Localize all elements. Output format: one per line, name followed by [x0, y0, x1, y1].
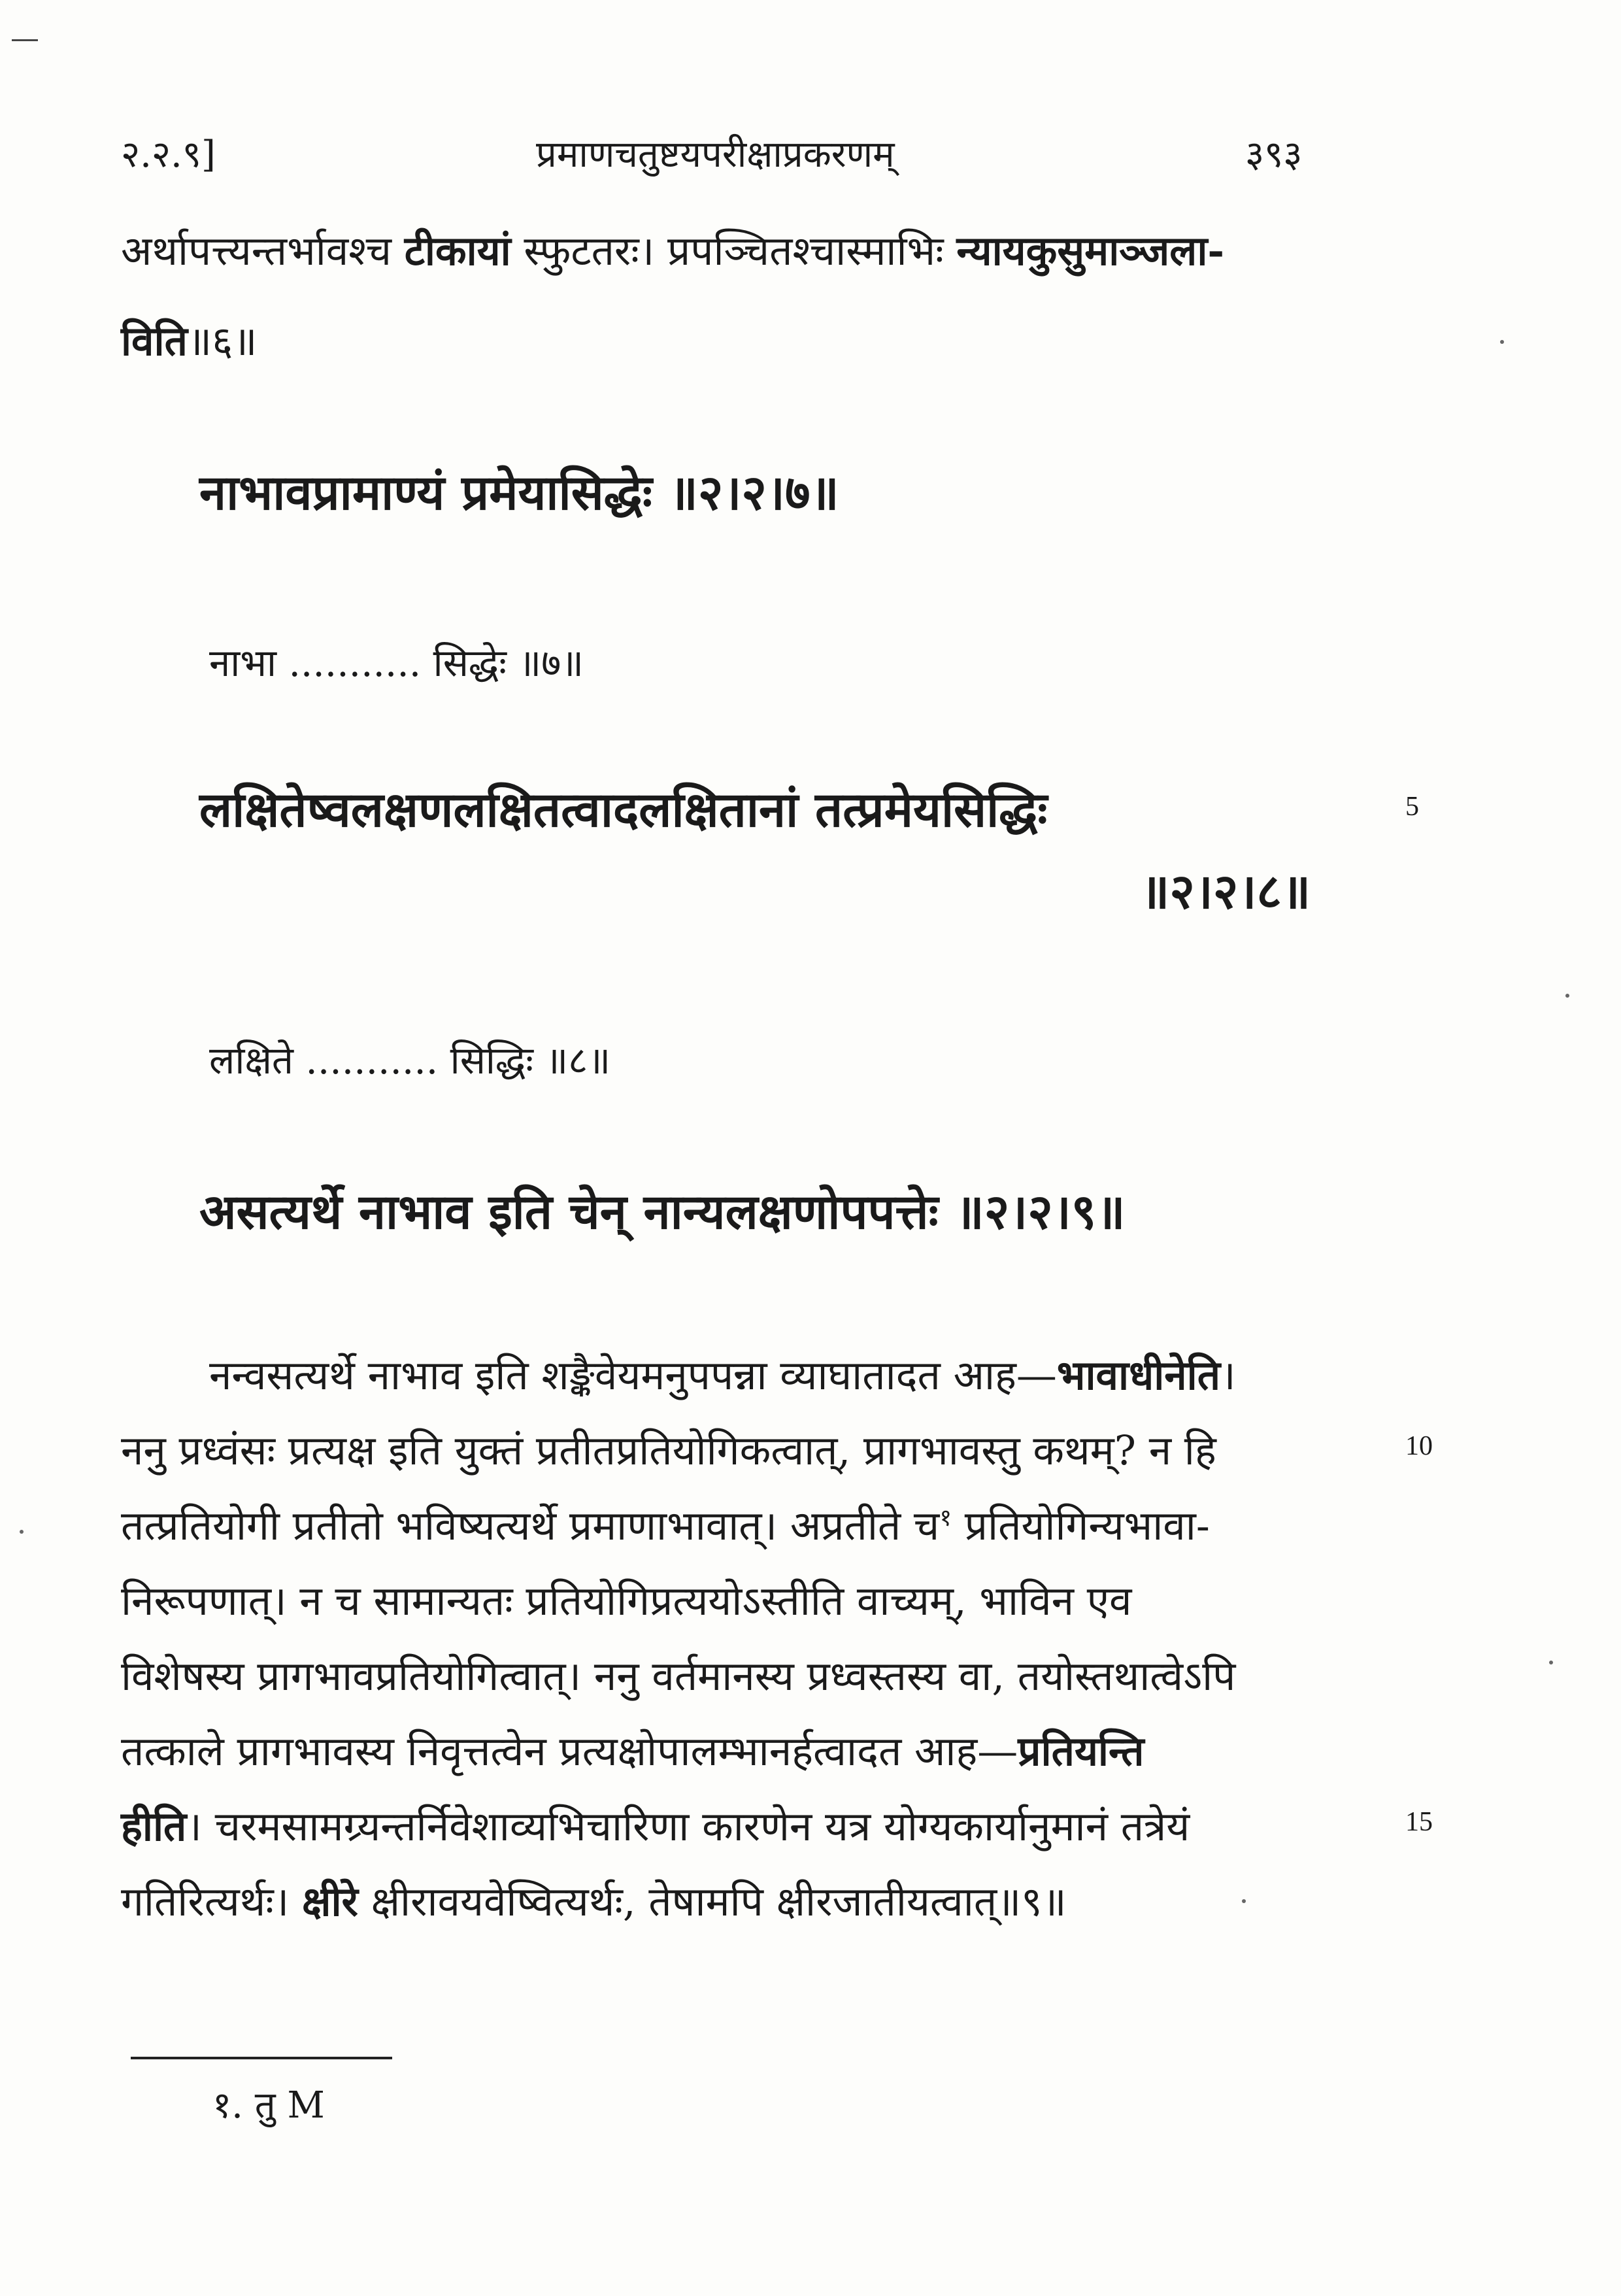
- commentary-text: तत्काले प्रागभावस्य निवृत्तत्वेन प्रत्यक्षोपालम्भानर्हत्वादत आह—: [121, 1727, 1018, 1775]
- commentary-text: नन्वसत्यर्थे नाभाव इति शङ्कैवेयमनुपपन्ना व्याघातादत आह—: [209, 1351, 1057, 1399]
- commentary-text: ।: [1220, 1351, 1236, 1399]
- commentary-line-2: ननु प्रध्वंसः प्रत्यक्ष इति युक्तं प्रतीतप्रतियोगिकत्वात्, प्रागभावस्तु कथम्? न हि: [121, 1427, 1216, 1474]
- sutra-7-reference: नाभा ........... सिद्धेः ॥७॥: [209, 641, 584, 685]
- commentary-text: प्रतियोगिन्यभावा-: [952, 1502, 1210, 1549]
- sutra-8-line-1: लक्षितेष्वलक्षणलक्षितत्वादलक्षितानां तत्प्रमेयसिद्धिः: [199, 782, 1048, 838]
- commentary-bold: भावाधीनेति: [1056, 1351, 1221, 1399]
- intro-verse-number: ॥६॥: [187, 317, 258, 365]
- scan-speck: [1549, 1661, 1553, 1664]
- intro-bold-nyaya: न्यायकुसुमाञ्जला-: [956, 227, 1225, 275]
- intro-line-2: [121, 312, 257, 367]
- footnote-divider: [131, 2057, 392, 2059]
- line-number-15: 15: [1405, 1807, 1433, 1837]
- commentary-text: । चरमसामग्र्यन्तर्निवेशाव्यभिचारिणा कारणेन यत्र योग्यकार्यानुमानं तत्रेयं: [186, 1802, 1190, 1850]
- commentary-text: तत्प्रतियोगी प्रतीतो भविष्यत्यर्थे प्रमाणाभावात्। अप्रतीते च: [121, 1502, 940, 1549]
- intro-text-c: स्फुटतरः। प्रपञ्चितश्चास्माभिः: [510, 227, 957, 275]
- commentary-line-7: [121, 1798, 1190, 1853]
- header-title: प्रमाणचतुष्टयपरीक्षाप्रकरणम्: [536, 133, 895, 176]
- scan-mark: [12, 39, 38, 41]
- commentary-line-3: [121, 1497, 1210, 1552]
- scan-speck: [20, 1530, 24, 1534]
- line-number-5: 5: [1405, 792, 1419, 822]
- commentary-text: गतिरित्यर्थः।: [121, 1878, 303, 1925]
- commentary-text: क्षीरावयवेष्वित्यर्थः, तेषामपि क्षीरजातीयत्वात्॥९॥: [358, 1878, 1067, 1925]
- scan-speck: [1242, 1899, 1246, 1903]
- sutra-8-reference: लक्षिते ........... सिद्धिः ॥८॥: [209, 1038, 611, 1083]
- scan-speck: [1565, 994, 1569, 998]
- scan-speck: [1500, 340, 1504, 344]
- sutra-8-line-2: ॥२।२।८॥: [1141, 864, 1311, 920]
- footnote-marker: १: [939, 1504, 952, 1532]
- commentary-line-6: [121, 1723, 1144, 1778]
- header-page-number: ३९३: [1245, 133, 1303, 176]
- header-section-ref: २.२.९]: [121, 133, 216, 176]
- commentary-line-5: विशेषस्य प्रागभावप्रतियोगित्वात्। ननु वर्तमानस्य प्रध्वस्तस्य वा, तयोस्तथात्वेऽपि: [121, 1652, 1236, 1700]
- commentary-line-1: [209, 1347, 1236, 1402]
- intro-text-a: अर्थापत्त्यन्तर्भावश्च: [121, 227, 405, 275]
- commentary-bold: क्षीरे: [302, 1878, 358, 1925]
- footnote: १. तु M: [212, 2084, 325, 2127]
- commentary-line-8: [121, 1873, 1067, 1928]
- commentary-bold: हीति: [121, 1802, 187, 1850]
- commentary-line-4: निरूपणात्। न च सामान्यतः प्रतियोगिप्रत्ययोऽस्तीति वाच्यम्, भाविन एव: [121, 1577, 1132, 1625]
- intro-bold-viti: विति: [121, 317, 188, 365]
- sutra-9: असत्यर्थे नाभाव इति चेन् नान्यलक्षणोपपत्तेः ॥२।२।९॥: [199, 1184, 1126, 1240]
- commentary-bold: प्रतियन्ति: [1018, 1727, 1145, 1775]
- intro-bold-tika: टीकायां: [404, 227, 511, 275]
- line-number-10: 10: [1405, 1431, 1433, 1461]
- sutra-7: नाभावप्रामाण्यं प्रमेयासिद्धेः ॥२।२।७॥: [199, 465, 839, 521]
- intro-line-1: [121, 222, 1224, 277]
